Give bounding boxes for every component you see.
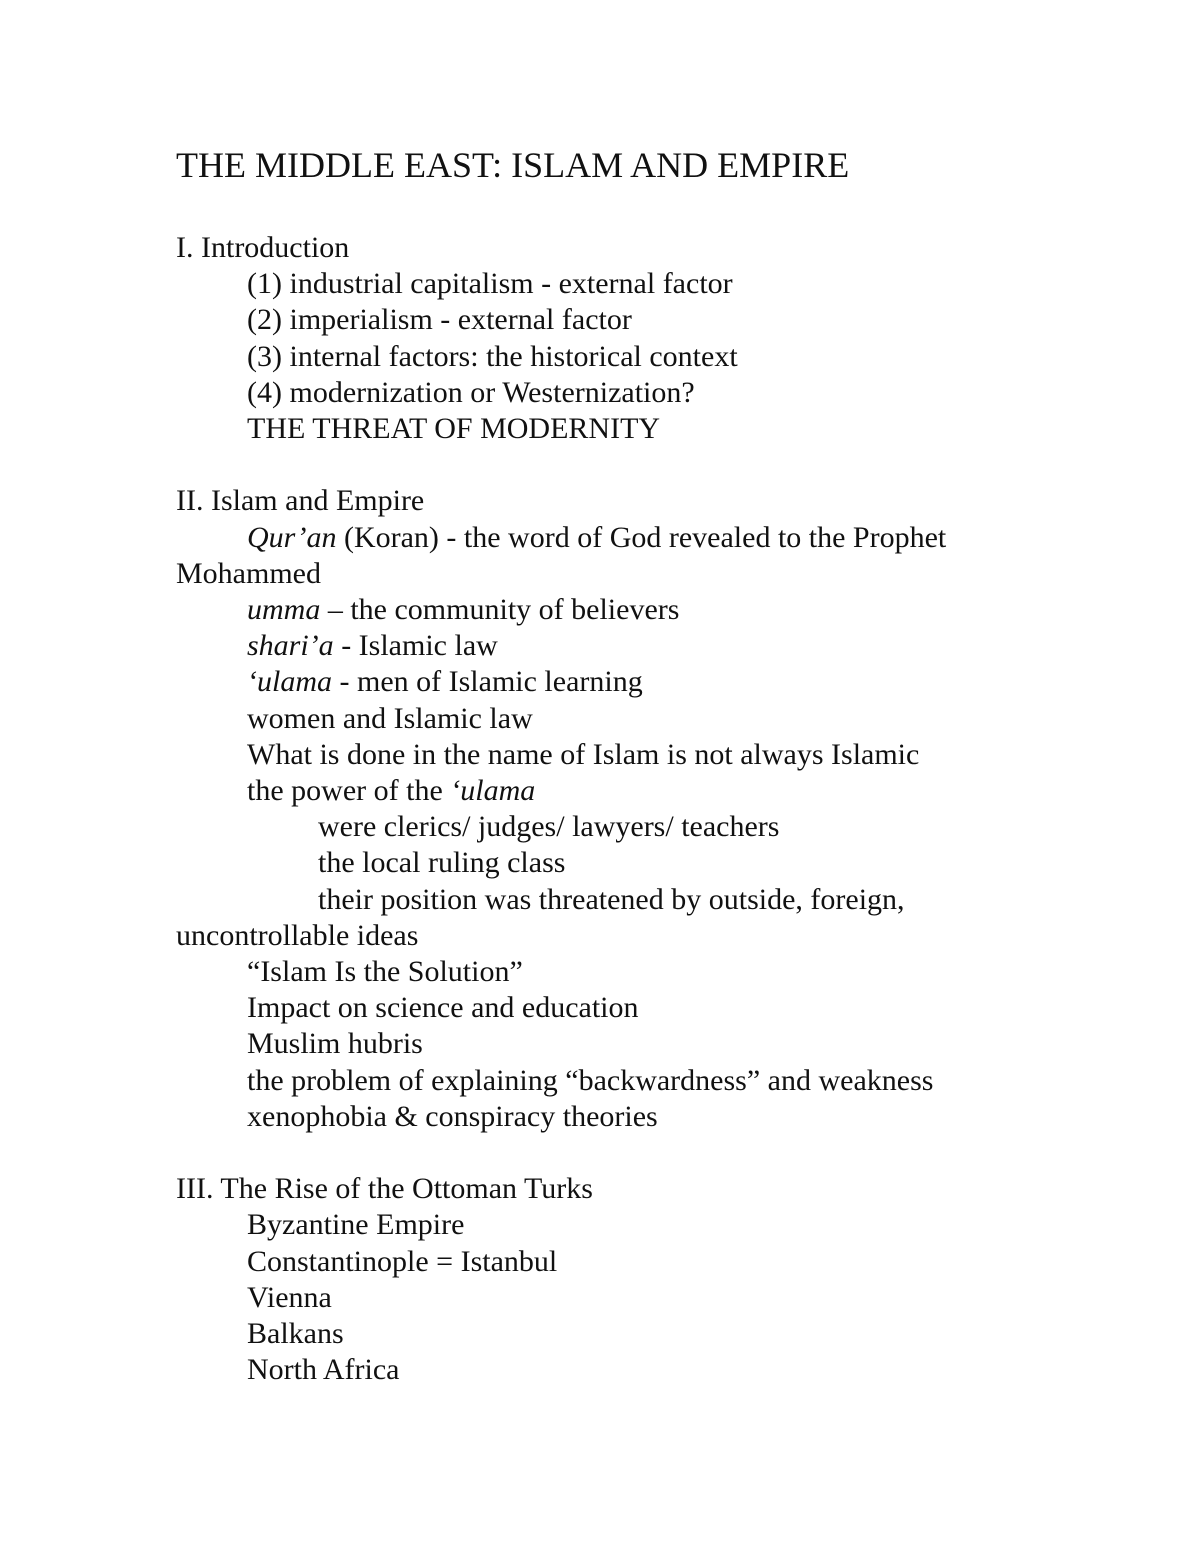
power-prefix: the power of the: [247, 774, 451, 808]
list-item: Balkans: [247, 1317, 344, 1351]
list-item: Impact on science and education: [247, 991, 639, 1025]
spacer: [176, 447, 1036, 483]
term-ulama: ‘ulama: [247, 665, 332, 699]
list-item-power: [176, 773, 1036, 809]
list-item: women and Islamic law: [247, 701, 533, 735]
spacer: [176, 1135, 1036, 1171]
definition-quran: (Koran) - the word of God revealed to the Prophet: [336, 520, 947, 554]
list-item-ulama: [176, 664, 1036, 700]
definition-sharia: - Islamic law: [333, 629, 498, 663]
definition-umma: – the community of believers: [320, 593, 680, 627]
list-item: Byzantine Empire: [247, 1208, 465, 1242]
list-item-umma: [176, 592, 1036, 628]
list-item: Vienna: [247, 1280, 332, 1314]
sub-list-item-wrap: uncontrollable ideas: [176, 918, 419, 952]
list-item: What is done in the name of Islam is not always Islamic: [247, 737, 920, 771]
list-item-sharia: [176, 628, 1036, 664]
document-title: THE MIDDLE EAST: ISLAM AND EMPIRE: [176, 145, 850, 185]
document-page: [176, 140, 1036, 1388]
definition-ulama: - men of Islamic learning: [332, 665, 643, 699]
sub-list-item: were clerics/ judges/ lawyers/ teachers: [318, 810, 780, 844]
list-item: (2) imperialism - external factor: [247, 303, 632, 337]
list-item: Muslim hubris: [247, 1027, 423, 1061]
section-heading-islam-and-empire: II. Islam and Empire: [176, 484, 425, 518]
sub-list-item: the local ruling class: [318, 846, 566, 880]
list-item: (4) modernization or Westernization?: [247, 375, 695, 409]
list-item: (1) industrial capitalism - external factor: [247, 267, 733, 301]
section-heading-introduction: I. Introduction: [176, 231, 350, 264]
list-item-quran: [176, 520, 1036, 556]
term-sharia: shari’a: [247, 629, 334, 663]
term-ulama-power: ‘ulama: [450, 774, 536, 808]
list-item: the problem of explaining “backwardness” and weakness: [247, 1063, 934, 1097]
list-item: Constantinople = Istanbul: [247, 1244, 558, 1278]
list-item: (3) internal factors: the historical context: [247, 339, 738, 373]
list-item: THE THREAT OF MODERNITY: [247, 412, 661, 446]
list-item: xenophobia & conspiracy theories: [247, 1099, 658, 1133]
term-umma: umma: [247, 593, 321, 627]
list-item: “Islam Is the Solution”: [247, 955, 523, 989]
section-heading-ottoman-turks: III. The Rise of the Ottoman Turks: [176, 1172, 593, 1206]
list-item: North Africa: [247, 1353, 400, 1387]
sub-list-item: their position was threatened by outside, foreign,: [318, 882, 905, 916]
list-item-wrap: Mohammed: [176, 556, 321, 590]
term-quran: Qur’an: [247, 520, 337, 554]
